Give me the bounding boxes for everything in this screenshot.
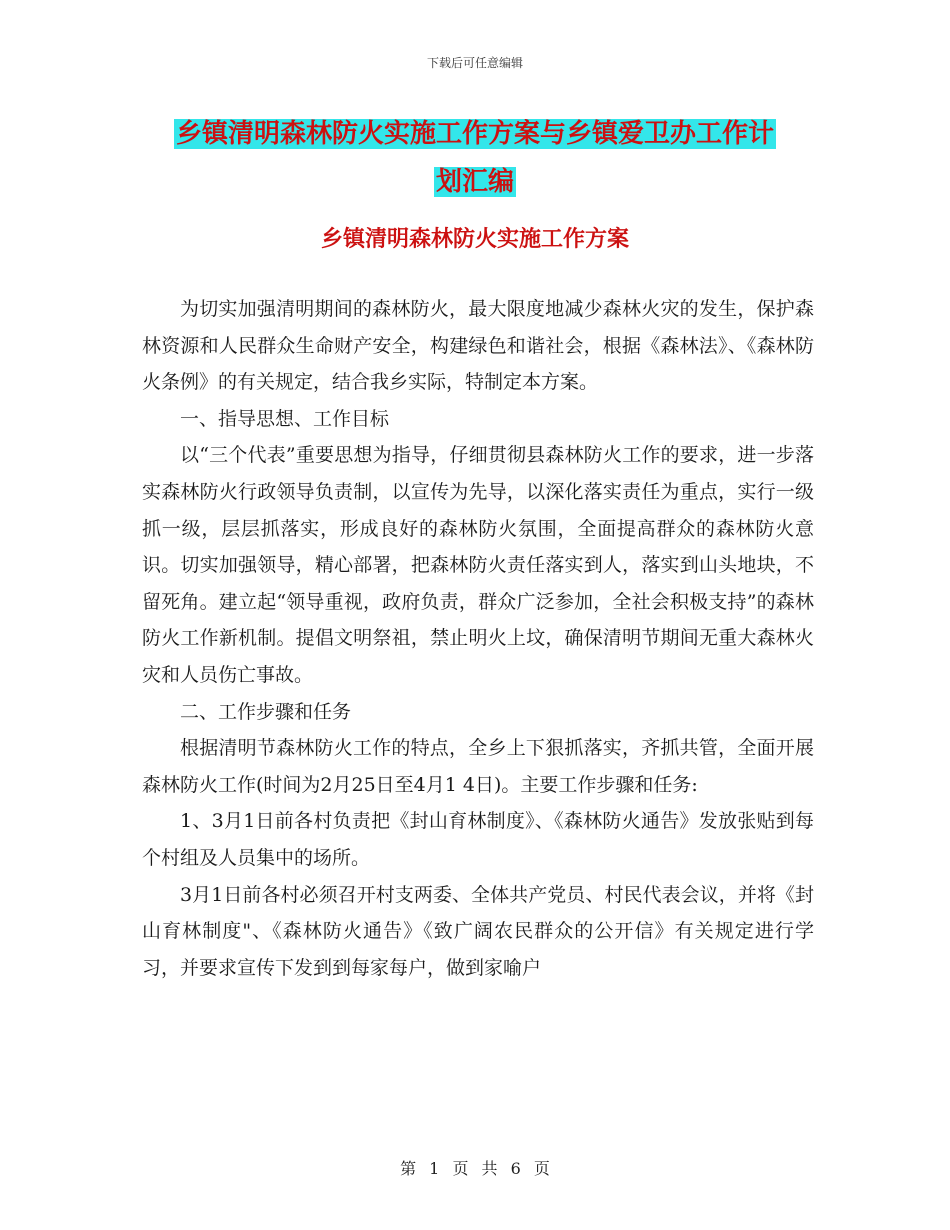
page-number: 第 1 页 共 6 页 xyxy=(400,1159,550,1178)
document-title xyxy=(140,110,810,206)
header-note: 下载后可任意编辑 xyxy=(426,56,523,70)
document-title-line-2: 划汇编 xyxy=(435,167,514,197)
document-body xyxy=(142,291,814,986)
paragraph: 1、3月1日前各村负责把《封山育林制度》、《森林防火通告》发放张贴到每个村组及人员集中的场所。 xyxy=(142,810,814,869)
document-title-line-1: 乡镇清明森林防火实施工作方案与乡镇爱卫办工作计 xyxy=(175,119,774,149)
paragraph: 二、工作步骤和任务 xyxy=(180,700,352,723)
paragraph: 以“三个代表”重要思想为指导，仔细贯彻县森林防火工作的要求，进一步落实森林防火行政领导负责制，以宣传为先导，以深化落实责任为重点，实行一级抓一级，层层抓落实，形成良好的森林防火氛围，全面提高群众的森林防火意识。切实加强领导，精心部署，把森林防火责任落实到人，落实到山头地块，不留死角。建立起“领导重视，政府负责，群众广泛参加，全社会积极支持”的森林防火工作新机制。提倡文明祭祖，禁止明火上坟，确保清明节期间无重大森林火灾和人员伤亡事故。 xyxy=(142,444,814,686)
paragraph: 根据清明节森林防火工作的特点，全乡上下狠抓落实，齐抓共管，全面开展森林防火工作(时间为2月25日至4月1 4日)。主要工作步骤和任务: xyxy=(142,737,814,796)
paragraph: 为切实加强清明期间的森林防火，最大限度地减少森林火灾的发生，保护森林资源和人民群众生命财产安全，构建绿色和谐社会，根据《森林法》、《森林防火条例》的有关规定，结合我乡实际，特制定本方案。 xyxy=(142,298,814,394)
paragraph: 一、指导思想、工作目标 xyxy=(180,407,390,430)
section-title: 乡镇清明森林防火实施工作方案 xyxy=(320,227,629,252)
paragraph: 3月1日前各村必须召开村支两委、全体共产党员、村民代表会议，并将《封山育林制度"、《森林防火通告》《致广阔农民群众的公开信》有关规定进行学习，并要求宣传下发到到每家每户，做到家喻户 xyxy=(142,883,814,979)
